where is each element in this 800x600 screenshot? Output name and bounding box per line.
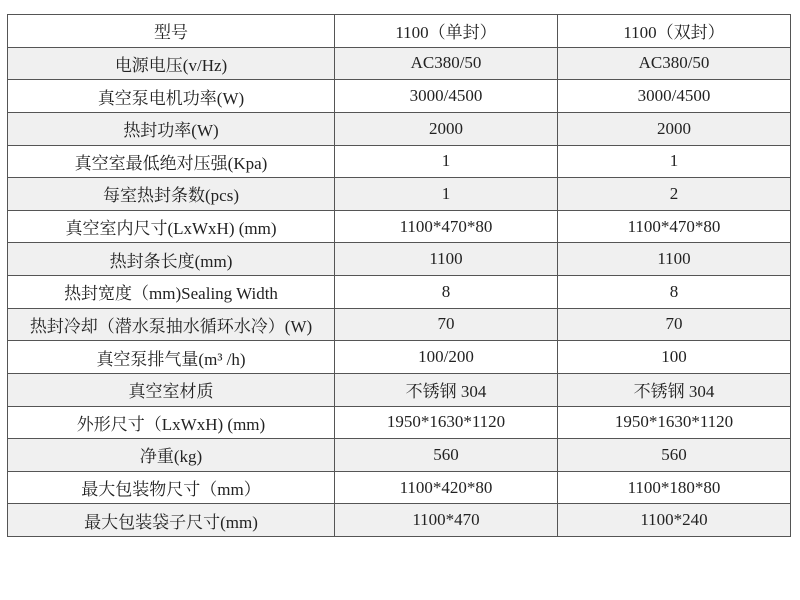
cell-value: 2000 — [335, 112, 558, 145]
spec-table — [7, 14, 791, 537]
cell-value: AC380/50 — [335, 47, 558, 80]
cell-value: 2000 — [558, 112, 791, 145]
table-row — [8, 439, 791, 472]
table-row — [8, 112, 791, 145]
cell-value: 1100*420*80 — [335, 471, 558, 504]
cell-value: 70 — [558, 308, 791, 341]
row-label: 真空室内尺寸(LxWxH) (mm) — [8, 210, 335, 243]
cell-value: 1 — [558, 145, 791, 178]
row-label: 最大包装物尺寸（mm） — [8, 471, 335, 504]
cell-value: 1 — [335, 145, 558, 178]
table-row — [8, 504, 791, 537]
row-label: 最大包装袋子尺寸(mm) — [8, 504, 335, 537]
table-row — [8, 47, 791, 80]
cell-value: 8 — [335, 276, 558, 309]
table-row — [8, 308, 791, 341]
table-row — [8, 406, 791, 439]
cell-value: 1100*470*80 — [335, 210, 558, 243]
cell-value: 1100*470*80 — [558, 210, 791, 243]
table-row — [8, 80, 791, 113]
cell-value: 不锈钢 304 — [558, 373, 791, 406]
table-row — [8, 210, 791, 243]
cell-value: 100 — [558, 341, 791, 374]
table-row — [8, 145, 791, 178]
header-model-label: 型号 — [8, 15, 335, 48]
cell-value: 1950*1630*1120 — [558, 406, 791, 439]
cell-value: 1950*1630*1120 — [335, 406, 558, 439]
header-row — [8, 15, 791, 48]
table-row — [8, 276, 791, 309]
cell-value: 1 — [335, 178, 558, 211]
row-label: 真空室材质 — [8, 373, 335, 406]
table-row — [8, 373, 791, 406]
cell-value: 不锈钢 304 — [335, 373, 558, 406]
cell-value: 8 — [558, 276, 791, 309]
row-label: 热封冷却（潜水泵抽水循环水冷）(W) — [8, 308, 335, 341]
cell-value: 100/200 — [335, 341, 558, 374]
cell-value: 1100 — [335, 243, 558, 276]
cell-value: 1100*240 — [558, 504, 791, 537]
row-label: 净重(kg) — [8, 439, 335, 472]
row-label: 真空泵电机功率(W) — [8, 80, 335, 113]
row-label: 热封功率(W) — [8, 112, 335, 145]
cell-value: 1100*180*80 — [558, 471, 791, 504]
row-label: 热封条长度(mm) — [8, 243, 335, 276]
table-row — [8, 471, 791, 504]
table-row — [8, 243, 791, 276]
header-model-value: 1100（单封） — [335, 15, 558, 48]
cell-value: 70 — [335, 308, 558, 341]
cell-value: 3000/4500 — [335, 80, 558, 113]
cell-value: 560 — [335, 439, 558, 472]
cell-value: 2 — [558, 178, 791, 211]
cell-value: 1100*470 — [335, 504, 558, 537]
row-label: 每室热封条数(pcs) — [8, 178, 335, 211]
row-label: 外形尺寸（LxWxH) (mm) — [8, 406, 335, 439]
row-label: 真空泵排气量(m³ /h) — [8, 341, 335, 374]
cell-value: 560 — [558, 439, 791, 472]
table-row — [8, 341, 791, 374]
cell-value: 1100 — [558, 243, 791, 276]
row-label: 电源电压(v/Hz) — [8, 47, 335, 80]
header-model-value: 1100（双封） — [558, 15, 791, 48]
cell-value: 3000/4500 — [558, 80, 791, 113]
row-label: 真空室最低绝对压强(Kpa) — [8, 145, 335, 178]
table-row — [8, 178, 791, 211]
spec-table-body — [8, 15, 791, 537]
cell-value: AC380/50 — [558, 47, 791, 80]
row-label: 热封宽度（mm)Sealing Width — [8, 276, 335, 309]
